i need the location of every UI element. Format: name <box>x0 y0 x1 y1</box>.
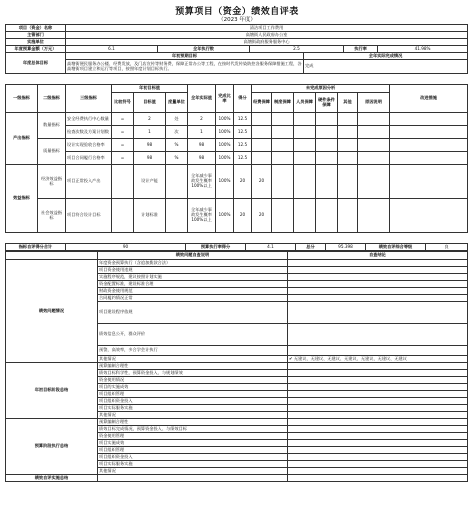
indicator-score: 20 <box>234 165 252 199</box>
checklist-item: 项目实际服务实施 <box>98 405 288 412</box>
budget-score-value: 4.1 <box>246 244 296 251</box>
checklist-item: 绩效目标科学性，预算资金投入、与规划绩效 <box>98 370 288 377</box>
group2-label: 年初目标阶段总结 <box>6 363 98 419</box>
goals-actual-label: 全年实际完成情况 <box>304 53 468 60</box>
indicator-actual: 全年减少事故发生概率100%以上 <box>188 165 216 199</box>
indicator-unit: 次 <box>166 126 188 139</box>
indicator-unit <box>166 199 188 233</box>
output-label: 产出指标 <box>6 113 38 165</box>
checklist-item: 项目组织资金投入 <box>98 454 288 461</box>
table-row <box>6 139 468 152</box>
group4-label: 绩效自评实施总结 <box>6 475 98 482</box>
indicator-name: 项目正常投入产出 <box>66 165 112 199</box>
indicator-actual: 1 <box>188 126 216 139</box>
col-value: 目标值 <box>134 93 166 113</box>
indicator-rate: 100% <box>216 199 234 233</box>
impl-label: 实施单位 <box>6 39 66 46</box>
checklist-item: 财政资金使用规范 <box>98 288 288 295</box>
col-staff: 人员保障 <box>294 93 316 113</box>
col-hardware: 硬件条件保障 <box>316 93 338 113</box>
col-rate: 完成比率 <box>216 85 234 113</box>
goals-planned-label: 年初预期目标 <box>66 53 304 60</box>
checklist-item: 绩效信息公开，群众评价 <box>98 324 288 346</box>
indicator-score: 12.5 <box>234 139 252 152</box>
conclusion-text: 无建议、无建议、无建议、无建议、无建议、无建议、无建议 <box>293 355 407 361</box>
checklist-item: 项目实际服务实施 <box>98 461 288 468</box>
indicator-score-2: 20 <box>252 199 272 233</box>
rate-value: 41.98% <box>378 46 468 53</box>
benefit-label: 效益指标 <box>6 165 38 233</box>
indicator-compare <box>112 199 134 233</box>
funds-label: 年度预算金额（万元） <box>6 46 66 53</box>
indicator-score: 12.5 <box>234 152 252 165</box>
indicator-actual: 全年减少事故发生概率100%以上 <box>188 199 216 233</box>
indicator-score: 12.5 <box>234 126 252 139</box>
indicator-compare <box>112 165 134 199</box>
indicators-table <box>5 84 468 233</box>
indicator-unit: 处 <box>166 113 188 126</box>
goals-label: 年度总体目标 <box>6 53 66 74</box>
score-total-label: 指标自评得分合计 <box>6 244 66 251</box>
indicator-score-2: 20 <box>252 165 272 199</box>
checklist-item: 资金配置标准，建设标准合理 <box>98 281 288 288</box>
checklist-item: 其他情况 <box>98 412 288 419</box>
checklist-item: 资金使用管理 <box>98 433 288 440</box>
impl-value: 高塘街政府服务服务中心 <box>66 39 468 46</box>
indicator-actual: 98 <box>188 152 216 165</box>
checklist-item: 项目组织资金投入 <box>98 398 288 405</box>
totals-table <box>5 243 468 251</box>
checklist-item: 项目组织管理 <box>98 391 288 398</box>
col-actual: 全年实际值 <box>188 85 216 113</box>
indicator-value: 2 <box>134 113 166 126</box>
indicator-name: 项目合同履行合格率 <box>66 152 112 165</box>
indicator-compare: = <box>112 113 134 126</box>
col-l2: 二级指标 <box>38 85 66 113</box>
goals-planned-text: 高塘街便民服务办公楼、经费发放，及门店宣传等财务费，保障正常办公等工程，在按时代发传染防控各服务保障措施工程，各高塘街项目建立和运行等项目，按照年度计划目标执行。 <box>66 60 304 74</box>
col-unit: 度量单位 <box>166 93 188 113</box>
group3-label: 预算阶段执行总结 <box>6 419 98 475</box>
checklist-item: 其他情况 <box>98 356 288 363</box>
basic-info-table <box>5 24 468 74</box>
checklist-answer-header: 自查结论 <box>288 252 468 260</box>
checklist-item: 预算编制合理性 <box>98 419 288 426</box>
executed-label: 全年执行数 <box>158 46 250 53</box>
budget-score-label: 预算执行率得分 <box>186 244 246 251</box>
indicator-name: 设计实现验收合格率 <box>66 139 112 152</box>
total-label: 总分 <box>296 244 326 251</box>
indicator-compare: = <box>112 139 134 152</box>
indicator-value: 98 <box>134 152 166 165</box>
project-name-label: 项目（资金）名称 <box>6 25 66 32</box>
total-value: 95.398 <box>326 244 366 251</box>
indicator-unit <box>166 165 188 199</box>
indicator-name: 检查次数及方案计划数 <box>66 126 112 139</box>
checklist-table <box>5 251 468 482</box>
col-measure: 改进措施 <box>390 85 468 113</box>
checklist-item: 其他情况 <box>98 468 288 475</box>
indicator-actual: 98 <box>188 139 216 152</box>
indicator-name: 项目符合设计目标 <box>66 199 112 233</box>
annual-group: 年初目标值 <box>112 85 188 93</box>
indicator-rate: 100% <box>216 165 234 199</box>
checklist-item: 实施程序规范，建议按照计划实施 <box>98 274 288 281</box>
checklist-item: 项目组织管理 <box>98 447 288 454</box>
indicator-actual: 2 <box>188 113 216 126</box>
col-l1: 一级指标 <box>6 85 38 113</box>
goals-actual-text: 完成 <box>304 60 468 74</box>
indicator-rate: 100% <box>216 113 234 126</box>
table-row <box>6 152 468 165</box>
checklist-item: 合同履约情况正常 <box>98 295 288 302</box>
col-note: 原因说明 <box>358 93 390 113</box>
project-name: 清洁项目工作费用 <box>66 25 468 32</box>
check-mark: ✔ <box>289 355 293 361</box>
checklist-item: 预算编制合理性 <box>98 363 288 370</box>
indicator-value: 设计产能 <box>134 165 166 199</box>
grade-value: 良 <box>426 244 468 251</box>
checklist-item: 项目建设程序依规 <box>98 302 288 324</box>
score-total-value: 90 <box>66 244 186 251</box>
group1-label: 绩效问题情况 <box>6 260 98 363</box>
indicator-unit: % <box>166 139 188 152</box>
rate-label: 执行率 <box>344 46 378 53</box>
checklist-item: 项目的实施成效 <box>98 384 288 391</box>
indicator-unit: % <box>166 152 188 165</box>
col-system: 制度保障 <box>272 93 294 113</box>
econ-label: 经济效益指标 <box>38 165 66 199</box>
col-compare: 比较符号 <box>112 93 134 113</box>
indicator-compare: = <box>112 126 134 139</box>
col-funds: 经费保障 <box>252 93 272 113</box>
report-title: 预算项目（资金）绩效自评表 <box>175 7 299 17</box>
report-year: （2023 年度） <box>218 17 256 23</box>
grade-label: 绩效自评综合等级 <box>366 244 426 251</box>
col-score: 得分 <box>234 85 252 113</box>
quantity-label: 数量指标 <box>38 113 66 139</box>
funds-value: 6.1 <box>66 46 158 53</box>
col-other: 其他 <box>338 93 358 113</box>
table-row <box>6 113 468 126</box>
indicator-value: 1 <box>134 126 166 139</box>
indicator-value: 98 <box>134 139 166 152</box>
indicator-rate: 100% <box>216 126 234 139</box>
table-row <box>6 126 468 139</box>
checklist-item: 资金使用情况 <box>98 377 288 384</box>
social-label: 社会效益指标 <box>38 199 66 233</box>
quality-label: 质量指标 <box>38 139 66 165</box>
dept-value: 高塘街人民政府办公室 <box>66 32 468 39</box>
checklist-item: 预警，高效率，多合学会计执行 <box>98 346 288 356</box>
table-row <box>6 199 468 233</box>
indicator-score: 20 <box>234 199 252 233</box>
col-l3: 三级指标 <box>66 85 112 113</box>
indicator-compare: = <box>112 152 134 165</box>
checklist-question-header: 绩效问题自查说明 <box>98 252 288 260</box>
checklist-item: 年度资金预算执行（含追加拨款合法） <box>98 260 288 267</box>
indicator-rate: 100% <box>216 152 234 165</box>
table-row <box>6 165 468 199</box>
indicator-score: 12.5 <box>234 113 252 126</box>
indicator-value: 计划标准 <box>134 199 166 233</box>
indicator-rate: 100% <box>216 139 234 152</box>
indicator-name: 安全经费执行中心数量 <box>66 113 112 126</box>
checklist-item: 项目实施成效 <box>98 440 288 447</box>
executed-value: 2.5 <box>250 46 344 53</box>
checklist-item: 绩效目标完成情况，预算资金投入、与绩效目标 <box>98 426 288 433</box>
reason-group: 未完成原因分析 <box>252 85 390 93</box>
dept-label: 主管部门 <box>6 32 66 39</box>
checklist-item: 项目资金使用违规 <box>98 267 288 274</box>
